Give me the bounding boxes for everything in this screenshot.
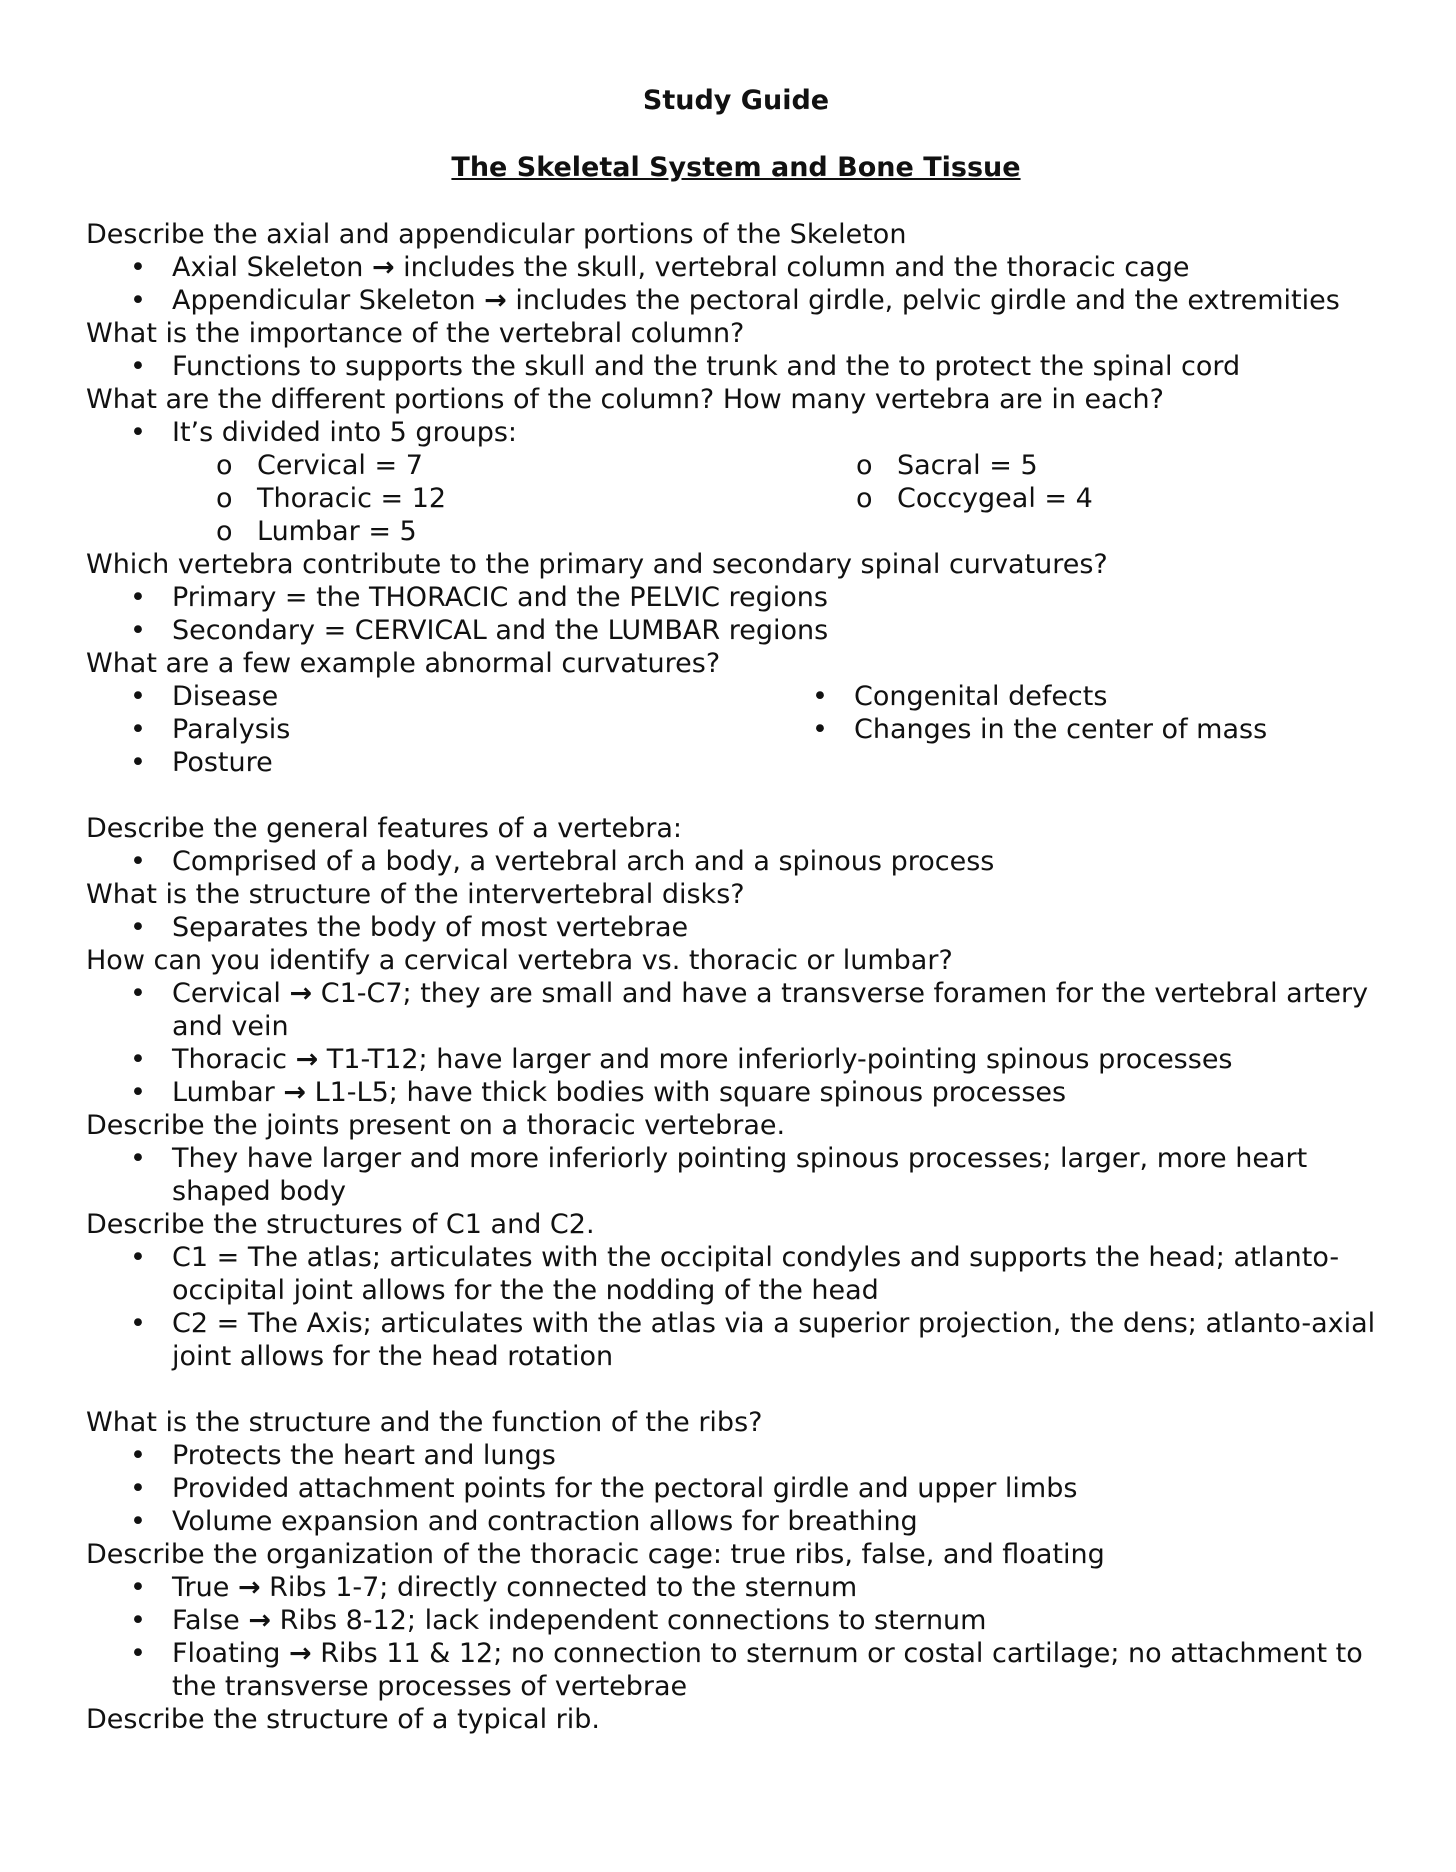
list-item (86, 977, 1386, 1043)
question-ribs: What is the structure and the function of the ribs? (86, 1407, 763, 1438)
arrow-icon: → (484, 285, 507, 316)
answer-list (86, 1241, 1386, 1373)
list-item (86, 1571, 1386, 1604)
document-subtitle: The Skeletal System and Bone Tissue (451, 152, 1021, 183)
arrow-icon: → (289, 1638, 312, 1669)
blank-line (86, 779, 1386, 812)
term: Lumbar (172, 1077, 275, 1108)
sub-list-item: o Lumbar = 5 (86, 515, 856, 548)
definition: includes the pectoral girdle, pelvic girdle and the extremities (506, 285, 1340, 316)
arrow-icon: → (289, 978, 313, 1009)
answer-list (86, 1142, 1386, 1208)
definition: C1-C7; they are small and have a transverse foramen for the vertebral artery and vein (172, 978, 1369, 1042)
term: Thoracic (172, 1044, 287, 1075)
arrow-icon: → (283, 1077, 306, 1108)
sub-list (86, 449, 856, 548)
question-typical-rib: Describe the structure of a typical rib. (86, 1704, 600, 1735)
definition: Ribs 11 & 12; no connection to sternum or costal cartilage; no attachment to the transverse processes of vertebrae (172, 1638, 1363, 1702)
list-item (86, 1637, 1386, 1703)
groups-left-column (86, 449, 856, 548)
blank-line (86, 1373, 1386, 1406)
answer-list (86, 1571, 1386, 1703)
definition: L1-L5; have thick bodies with square spinous processes (306, 1077, 1067, 1108)
document-page (86, 84, 1386, 1736)
curvatures-right-column (812, 680, 1267, 779)
answer-list (86, 977, 1386, 1109)
term: Cervical (172, 978, 281, 1009)
answer-list (86, 581, 1386, 647)
list-item: • Volume expansion and contraction allows for breathing (86, 1505, 1386, 1538)
definition: T1-T12; have larger and more inferiorly-pointing spinous processes (318, 1044, 1233, 1075)
list-item (86, 284, 1386, 317)
list-item: • Protects the heart and lungs (86, 1439, 1386, 1472)
answer-list (86, 1439, 1386, 1538)
answer-list (86, 251, 1386, 317)
list-item: • Primary = the THORACIC and the PELVIC regions (86, 581, 1386, 614)
question-identify-vertebra: How can you identify a cervical vertebra vs. thoracic or lumbar? (86, 945, 953, 976)
list-item (86, 1604, 1386, 1637)
arrow-icon: → (237, 1572, 261, 1603)
list-item: • Paralysis (86, 713, 812, 746)
answer-list (86, 911, 1386, 944)
list-item: • Changes in the center of mass (812, 713, 1267, 746)
abnormal-curvatures (86, 680, 1386, 779)
answer-list (86, 416, 1386, 449)
question-vertebra-features: Describe the general features of a vertebra: (86, 813, 682, 844)
document-title: Study Guide (642, 85, 830, 116)
answer-list (812, 680, 1267, 746)
sub-list-item: o Cervical = 7 (86, 449, 856, 482)
arrow-icon: → (371, 252, 395, 283)
term: False (172, 1605, 240, 1636)
vertebra-groups (86, 449, 1386, 548)
sub-list-item: o Coccygeal = 4 (856, 482, 1093, 515)
list-item: • C2 = The Axis; articulates with the atlas via a superior projection, the dens; atlanto-axial joint allows for the head rotation (86, 1307, 1386, 1373)
question-abnormal-curvatures: What are a few example abnormal curvatures? (86, 648, 721, 679)
groups-right-column (856, 449, 1093, 548)
list-item: • Comprised of a body, a vertebral arch and a spinous process (86, 845, 1386, 878)
sub-list-item: o Thoracic = 12 (86, 482, 856, 515)
question-spinal-curvatures: Which vertebra contribute to the primary and secondary spinal curvatures? (86, 549, 1108, 580)
arrow-icon: → (295, 1044, 319, 1075)
sub-list (856, 449, 1093, 515)
term: Appendicular Skeleton (172, 285, 476, 316)
curvatures-left-column (86, 680, 812, 779)
term: Floating (172, 1638, 281, 1669)
list-item: • Secondary = CERVICAL and the LUMBAR regions (86, 614, 1386, 647)
arrow-icon: → (248, 1605, 271, 1636)
question-vertebral-importance: What is the importance of the vertebral column? (86, 318, 745, 349)
list-item (86, 1076, 1386, 1109)
answer-list (86, 845, 1386, 878)
definition: includes the skull, vertebral column and the thoracic cage (394, 252, 1190, 283)
definition: Ribs 1-7; directly connected to the sternum (260, 1572, 858, 1603)
definition: Ribs 8-12; lack independent connections to sternum (271, 1605, 987, 1636)
question-thoracic-joints: Describe the joints present on a thoracic vertebrae. (86, 1110, 786, 1141)
list-item: • Functions to supports the skull and the trunk and the to protect the spinal cord (86, 350, 1386, 383)
question-thoracic-cage: Describe the organization of the thoracic cage: true ribs, false, and floating (86, 1539, 1105, 1570)
list-item: • Congenital defects (812, 680, 1267, 713)
list-item: • C1 = The atlas; articulates with the occipital condyles and supports the head; atlanto-occipital joint allows for the the nodding of the head (86, 1241, 1386, 1307)
list-item: • It’s divided into 5 groups: (86, 416, 1386, 449)
list-item: • Disease (86, 680, 812, 713)
list-item (86, 251, 1386, 284)
list-item: • Separates the body of most vertebrae (86, 911, 1386, 944)
term: True (172, 1572, 230, 1603)
list-item: • They have larger and more inferiorly pointing spinous processes; larger, more heart shaped body (86, 1142, 1386, 1208)
answer-list (86, 680, 812, 779)
question-axial-appendicular: Describe the axial and appendicular portions of the Skeleton (86, 219, 907, 250)
list-item (86, 1043, 1386, 1076)
question-column-portions: What are the different portions of the column? How many vertebra are in each? (86, 384, 1164, 415)
question-intervertebral-disks: What is the structure of the intervertebral disks? (86, 879, 745, 910)
question-c1-c2: Describe the structures of C1 and C2. (86, 1209, 595, 1240)
term: Axial Skeleton (172, 252, 364, 283)
list-item: • Posture (86, 746, 812, 779)
answer-list (86, 350, 1386, 383)
sub-list-item: o Sacral = 5 (856, 449, 1093, 482)
list-item: • Provided attachment points for the pectoral girdle and upper limbs (86, 1472, 1386, 1505)
